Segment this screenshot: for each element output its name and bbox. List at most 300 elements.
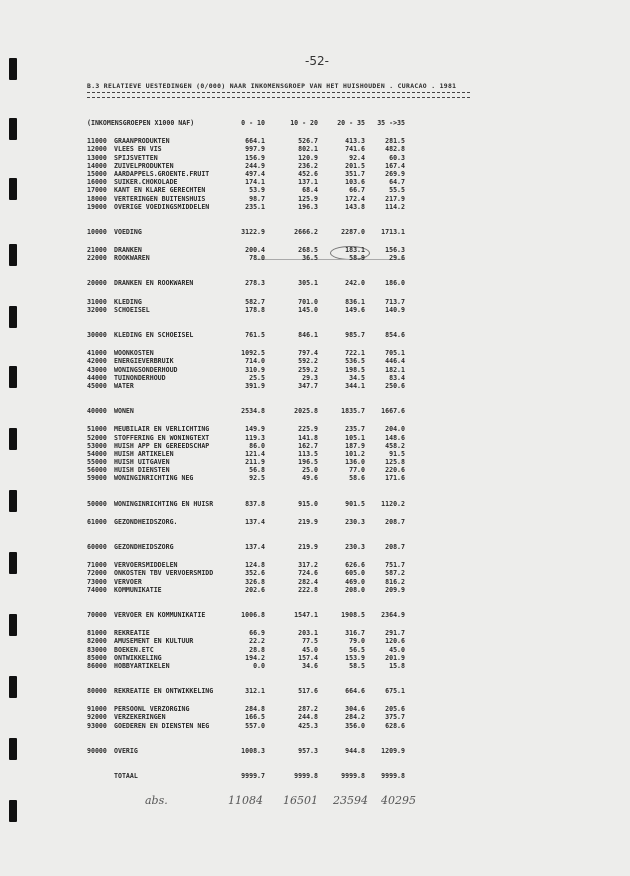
column-header: 0 - 10 <box>241 119 265 127</box>
total-label: TOTAAL <box>114 772 138 780</box>
row-label: VERVOER <box>114 577 142 586</box>
row-label: VOEDING <box>114 227 142 236</box>
row-value: 2534.8 <box>241 407 265 416</box>
binder-hole-mark <box>9 490 17 512</box>
row-value: 413.3 <box>345 137 365 146</box>
row-value: 352.6 <box>245 569 265 578</box>
row-value: 425.3 <box>298 721 318 730</box>
row-value: 220.6 <box>385 466 405 475</box>
row-label: VLEES EN VIS <box>114 145 162 154</box>
row-code: 59000 <box>87 474 107 483</box>
row-value: 281.5 <box>385 137 405 146</box>
row-code: 92000 <box>87 713 107 722</box>
row-value: 68.4 <box>302 186 318 195</box>
row-value: 446.4 <box>385 357 405 366</box>
row-label: GOEDEREN EN DIENSTEN NEG <box>114 721 210 730</box>
row-value: 45.0 <box>389 645 405 654</box>
row-value: 797.4 <box>298 349 318 358</box>
row-value: 101.2 <box>345 449 365 458</box>
subtotal-row <box>87 747 417 755</box>
total-value: 9999.7 <box>241 772 265 780</box>
row-value: 172.4 <box>345 194 365 203</box>
row-value: 137.1 <box>298 178 318 187</box>
row-label: OVERIGE VOEDINGSMIDDELEN <box>114 202 210 211</box>
header-row <box>87 119 417 127</box>
row-value: 141.8 <box>298 433 318 442</box>
row-value: 268.5 <box>298 246 318 255</box>
row-value: 244.8 <box>298 713 318 722</box>
row-value: 119.3 <box>245 433 265 442</box>
total-row <box>87 772 417 780</box>
row-value: 86.0 <box>249 441 265 450</box>
column-header: 10 - 20 <box>290 119 318 127</box>
row-label: DRANKEN EN ROOKWAREN <box>114 279 194 288</box>
row-value: 121.4 <box>245 449 265 458</box>
row-value: 83.4 <box>389 373 405 382</box>
category-group <box>87 298 417 340</box>
category-group <box>87 349 417 415</box>
row-value: 2364.9 <box>381 610 405 619</box>
table-row <box>87 178 417 186</box>
subtotal-row <box>87 500 417 508</box>
row-label: KLEDING EN SCHOEISEL <box>114 331 194 339</box>
row-label: WATER <box>114 381 134 390</box>
row-value: 208.0 <box>345 585 365 594</box>
row-value: 326.8 <box>245 577 265 586</box>
row-value: 196.5 <box>298 458 318 467</box>
row-value: 230.3 <box>345 517 365 526</box>
row-code: 53000 <box>87 441 107 450</box>
row-value: 1006.8 <box>241 610 265 619</box>
row-value: 58.5 <box>349 661 365 670</box>
row-value: 186.0 <box>385 279 405 288</box>
binder-hole-mark <box>9 244 17 266</box>
row-value: 997.9 <box>245 145 265 154</box>
row-code: 85000 <box>87 653 107 662</box>
row-label: REKREATIE <box>114 629 150 638</box>
row-label: VERZEKERINGEN <box>114 713 166 722</box>
row-value: 305.1 <box>298 279 318 288</box>
binder-hole-mark <box>9 178 17 200</box>
row-label: BOEKEN.ETC <box>114 645 154 654</box>
subtotal-row <box>87 611 417 619</box>
table-row <box>87 186 417 194</box>
table-row <box>87 374 417 382</box>
row-label: DRANKEN <box>114 246 142 255</box>
row-value: 202.6 <box>245 585 265 594</box>
row-value: 517.6 <box>298 687 318 696</box>
row-value: 125.8 <box>385 458 405 467</box>
row-label: KOMMUNIKATIE <box>114 585 162 594</box>
row-code: 70000 <box>87 610 107 619</box>
title-underline <box>87 92 470 98</box>
row-value: 209.9 <box>385 585 405 594</box>
row-label: AARDAPPELS.GROENTE.FRUIT <box>114 169 210 178</box>
row-value: 124.8 <box>245 561 265 570</box>
row-value: 282.4 <box>298 577 318 586</box>
handwritten-value: 40295 <box>381 794 416 807</box>
row-value: 208.7 <box>385 543 405 551</box>
row-value: 316.7 <box>345 629 365 638</box>
row-code: 40000 <box>87 407 107 416</box>
category-group <box>87 705 417 755</box>
table-row <box>87 705 417 713</box>
subtotal-row <box>87 687 417 695</box>
row-value: 278.3 <box>245 279 265 288</box>
row-code: 50000 <box>87 499 107 508</box>
row-value: 605.0 <box>345 569 365 578</box>
row-label: WONINGINRICHTING EN HUISR <box>114 499 214 508</box>
row-value: 56.5 <box>349 645 365 654</box>
row-value: 901.5 <box>345 499 365 508</box>
table-row <box>87 137 417 145</box>
row-code: 80000 <box>87 687 107 696</box>
row-value: 802.1 <box>298 145 318 154</box>
row-label: SUIKER.CHOKOLADE <box>114 178 178 187</box>
table-row <box>87 162 417 170</box>
row-label: GEZONDHEIDSZORG. <box>114 517 178 526</box>
row-value: 136.0 <box>345 458 365 467</box>
row-value: 178.8 <box>245 305 265 314</box>
row-value: 846.1 <box>298 331 318 339</box>
table-row <box>87 629 417 637</box>
row-value: 3122.9 <box>241 227 265 236</box>
row-value: 304.6 <box>345 705 365 714</box>
row-label: WONEN <box>114 407 134 416</box>
row-label: WONINGSONDERHOUD <box>114 365 178 374</box>
subtotal-row <box>87 407 417 415</box>
subtotal-row <box>87 279 417 287</box>
row-label: KLEDING <box>114 297 142 306</box>
row-value: 222.8 <box>298 585 318 594</box>
table-row <box>87 442 417 450</box>
row-value: 167.4 <box>385 161 405 170</box>
table-row <box>87 195 417 203</box>
row-code: 43000 <box>87 365 107 374</box>
row-value: 78.0 <box>249 254 265 263</box>
table-row <box>87 366 417 374</box>
row-label: WONINGINRICHTING NEG <box>114 474 194 483</box>
row-value: 66.7 <box>349 186 365 195</box>
row-value: 25.0 <box>302 466 318 475</box>
row-value: 198.5 <box>345 365 365 374</box>
binder-hole-mark <box>9 306 17 328</box>
subtotal-row <box>87 228 417 236</box>
row-value: 205.6 <box>385 705 405 714</box>
row-value: 34.5 <box>349 373 365 382</box>
row-value: 15.8 <box>389 661 405 670</box>
row-value: 722.1 <box>345 349 365 358</box>
row-code: 41000 <box>87 349 107 358</box>
row-label: HUISH DIENSTEN <box>114 466 170 475</box>
total-value: 9999.8 <box>294 772 318 780</box>
row-value: 156.3 <box>385 246 405 255</box>
table-row <box>87 474 417 482</box>
row-label: ENERGIEVERBRUIK <box>114 357 174 366</box>
row-code: 44000 <box>87 373 107 382</box>
row-value: 482.8 <box>385 145 405 154</box>
binder-hole-mark <box>9 800 17 822</box>
row-value: 244.9 <box>245 161 265 170</box>
table-row <box>87 306 417 314</box>
row-value: 724.6 <box>298 569 318 578</box>
row-value: 259.2 <box>298 365 318 374</box>
row-value: 287.2 <box>298 705 318 714</box>
row-code: 13000 <box>87 153 107 162</box>
row-value: 77.0 <box>349 466 365 475</box>
table-row <box>87 518 417 526</box>
row-value: 143.8 <box>345 202 365 211</box>
row-value: 0.0 <box>253 661 265 670</box>
row-value: 741.6 <box>345 145 365 154</box>
row-value: 236.2 <box>298 161 318 170</box>
row-label: ONKOSTEN TBV VERVOERSMIDD <box>114 569 214 578</box>
row-code: 91000 <box>87 705 107 714</box>
category-group <box>87 561 417 619</box>
row-value: 148.6 <box>385 433 405 442</box>
row-value: 137.4 <box>245 543 265 551</box>
row-value: 1008.3 <box>241 746 265 755</box>
row-value: 211.9 <box>245 458 265 467</box>
row-value: 816.2 <box>385 577 405 586</box>
row-value: 145.0 <box>298 305 318 314</box>
row-value: 91.5 <box>389 449 405 458</box>
expenditure-table <box>87 119 417 780</box>
row-value: 452.6 <box>298 169 318 178</box>
row-value: 557.0 <box>245 721 265 730</box>
row-value: 675.1 <box>385 687 405 696</box>
binder-hole-mark <box>9 676 17 698</box>
row-code: 10000 <box>87 227 107 236</box>
row-code: 18000 <box>87 194 107 203</box>
row-code: 20000 <box>87 279 107 288</box>
row-value: 344.1 <box>345 381 365 390</box>
row-label: WOONKOSTEN <box>114 349 154 358</box>
row-code: 55000 <box>87 458 107 467</box>
row-value: 149.9 <box>245 425 265 434</box>
row-label: VERTERINGEN BUITENSHUIS <box>114 194 206 203</box>
row-value: 113.5 <box>298 449 318 458</box>
row-label: OVERIG <box>114 746 138 755</box>
row-label: ONTWIKKELING <box>114 653 162 662</box>
row-value: 230.3 <box>345 543 365 551</box>
row-label: HOBBYARTIKELEN <box>114 661 170 670</box>
row-label: MEUBILAIR EN VERLICHTING <box>114 425 210 434</box>
row-value: 291.7 <box>385 629 405 638</box>
row-value: 183.1 <box>345 246 365 255</box>
row-label: GEZONDHEIDSZORG <box>114 543 174 551</box>
row-code: 32000 <box>87 305 107 314</box>
table-row <box>87 425 417 433</box>
row-value: 171.6 <box>385 474 405 483</box>
table-row <box>87 637 417 645</box>
row-code: 56000 <box>87 466 107 475</box>
row-value: 628.6 <box>385 721 405 730</box>
category-group <box>87 137 417 236</box>
handwritten-note: abs. <box>145 794 168 807</box>
row-value: 1835.7 <box>341 407 365 416</box>
subtotal-row <box>87 331 417 339</box>
row-label: STOFFERING EN WONINGTEXT <box>114 433 210 442</box>
row-value: 166.5 <box>245 713 265 722</box>
row-value: 250.6 <box>385 381 405 390</box>
row-value: 149.6 <box>345 305 365 314</box>
binder-hole-mark <box>9 552 17 574</box>
row-value: 375.7 <box>385 713 405 722</box>
row-code: 45000 <box>87 381 107 390</box>
row-value: 28.8 <box>249 645 265 654</box>
row-label: AMUSEMENT EN KULTUUR <box>114 637 194 646</box>
row-value: 1908.5 <box>341 610 365 619</box>
row-code: 83000 <box>87 645 107 654</box>
row-value: 284.8 <box>245 705 265 714</box>
row-value: 120.6 <box>385 637 405 646</box>
row-value: 2287.0 <box>341 227 365 236</box>
row-value: 269.9 <box>385 169 405 178</box>
row-code: 73000 <box>87 577 107 586</box>
row-value: 310.9 <box>245 365 265 374</box>
row-value: 582.7 <box>245 297 265 306</box>
row-value: 29.6 <box>389 254 405 263</box>
table-row <box>87 654 417 662</box>
row-value: 592.2 <box>298 357 318 366</box>
row-code: 11000 <box>87 137 107 146</box>
row-label: HUISH ARTIKELEN <box>114 449 174 458</box>
row-code: 42000 <box>87 357 107 366</box>
row-value: 664.6 <box>345 687 365 696</box>
row-value: 196.3 <box>298 202 318 211</box>
row-value: 664.1 <box>245 137 265 146</box>
table-row <box>87 450 417 458</box>
row-value: 25.5 <box>249 373 265 382</box>
row-code: 72000 <box>87 569 107 578</box>
row-value: 153.9 <box>345 653 365 662</box>
row-code: 51000 <box>87 425 107 434</box>
row-label: ROOKWAREN <box>114 254 150 263</box>
row-value: 114.2 <box>385 202 405 211</box>
row-value: 1667.6 <box>381 407 405 416</box>
handwritten-value: 23594 <box>333 794 368 807</box>
row-value: 58.6 <box>349 474 365 483</box>
table-row <box>87 349 417 357</box>
row-value: 137.4 <box>245 517 265 526</box>
row-value: 105.1 <box>345 433 365 442</box>
row-value: 64.7 <box>389 178 405 187</box>
table-row <box>87 458 417 466</box>
table-row <box>87 382 417 390</box>
table-row <box>87 578 417 586</box>
row-value: 201.9 <box>385 653 405 662</box>
row-code: 86000 <box>87 661 107 670</box>
row-code: 31000 <box>87 297 107 306</box>
row-value: 2025.8 <box>294 407 318 416</box>
row-code: 52000 <box>87 433 107 442</box>
row-value: 34.6 <box>302 661 318 670</box>
row-value: 751.7 <box>385 561 405 570</box>
row-value: 125.9 <box>298 194 318 203</box>
row-code: 16000 <box>87 178 107 187</box>
row-value: 351.7 <box>345 169 365 178</box>
table-row <box>87 569 417 577</box>
row-label: VERVOERSMIDDELEN <box>114 561 178 570</box>
row-label: TUINONDERHOUD <box>114 373 166 382</box>
row-value: 182.1 <box>385 365 405 374</box>
row-value: 701.0 <box>298 297 318 306</box>
row-value: 713.7 <box>385 297 405 306</box>
row-value: 242.0 <box>345 279 365 288</box>
row-value: 217.9 <box>385 194 405 203</box>
category-group <box>87 518 417 551</box>
row-value: 317.2 <box>298 561 318 570</box>
row-code: 12000 <box>87 145 107 154</box>
row-code: 90000 <box>87 746 107 755</box>
row-value: 53.9 <box>249 186 265 195</box>
row-value: 200.4 <box>245 246 265 255</box>
row-value: 77.5 <box>302 637 318 646</box>
row-code: 74000 <box>87 585 107 594</box>
row-value: 194.2 <box>245 653 265 662</box>
row-value: 1120.2 <box>381 499 405 508</box>
row-value: 219.9 <box>298 543 318 551</box>
row-value: 201.5 <box>345 161 365 170</box>
table-row <box>87 170 417 178</box>
handwritten-value: 16501 <box>283 794 318 807</box>
row-value: 225.9 <box>298 425 318 434</box>
subtotal-row <box>87 543 417 551</box>
total-value: 9999.8 <box>341 772 365 780</box>
row-label: HUISH APP EN GEREEDSCHAP <box>114 441 210 450</box>
table-title: B.3 RELATIEVE UESTEDINGEN (0/000) NAAR INKOMENSGROEP VAN HET HUISHOUDEN . CURACAO . 1981 <box>87 82 457 90</box>
row-value: 157.4 <box>298 653 318 662</box>
row-value: 985.7 <box>345 331 365 339</box>
row-value: 235.1 <box>245 202 265 211</box>
row-code: 19000 <box>87 202 107 211</box>
row-label: PERSOONL VERZORGING <box>114 705 190 714</box>
row-value: 92.4 <box>349 153 365 162</box>
table-row <box>87 203 417 211</box>
table-row <box>87 722 417 730</box>
row-label: GRAANPRODUKTEN <box>114 137 170 146</box>
row-value: 1092.5 <box>241 349 265 358</box>
page-number: -52- <box>305 54 329 68</box>
row-value: 347.7 <box>298 381 318 390</box>
row-code: 14000 <box>87 161 107 170</box>
row-value: 162.7 <box>298 441 318 450</box>
table-row <box>87 646 417 654</box>
row-code: 61000 <box>87 517 107 526</box>
row-value: 587.2 <box>385 569 405 578</box>
row-code: 93000 <box>87 721 107 730</box>
row-value: 854.6 <box>385 331 405 339</box>
table-row <box>87 713 417 721</box>
row-value: 60.3 <box>389 153 405 162</box>
binder-hole-mark <box>9 614 17 636</box>
row-label: HUISH UITGAVEN <box>114 458 170 467</box>
row-value: 1209.9 <box>381 746 405 755</box>
row-value: 837.8 <box>245 499 265 508</box>
row-value: 284.2 <box>345 713 365 722</box>
row-label: VERVOER EN KOMMUNIKATIE <box>114 610 206 619</box>
row-value: 2666.2 <box>294 227 318 236</box>
row-code: 60000 <box>87 543 107 551</box>
row-value: 204.0 <box>385 425 405 434</box>
table-row <box>87 434 417 442</box>
table-row <box>87 586 417 594</box>
row-value: 761.5 <box>245 331 265 339</box>
row-value: 98.7 <box>249 194 265 203</box>
row-value: 536.5 <box>345 357 365 366</box>
row-value: 235.7 <box>345 425 365 434</box>
